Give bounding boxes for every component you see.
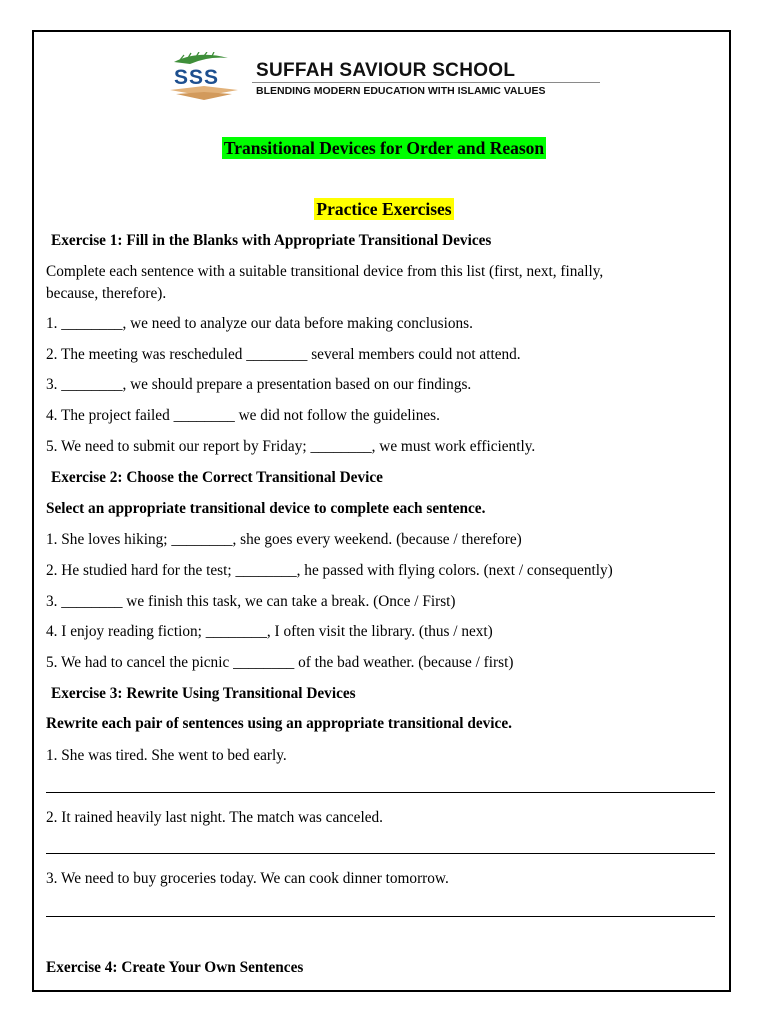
exercise-2-instruction: Select an appropriate transitional device to complete each sentence. <box>46 500 486 517</box>
school-name: SUFFAH SAVIOUR SCHOOL <box>256 60 516 81</box>
school-tagline: BLENDING MODERN EDUCATION WITH ISLAMIC VALUES <box>256 85 546 97</box>
exercise-1-item: 2. The meeting was rescheduled ________ several members could not attend. <box>46 346 521 363</box>
exercise-2-heading: Exercise 2: Choose the Correct Transitional Device <box>51 469 383 486</box>
exercise-1-instruction-cont: because, therefore). <box>46 285 167 302</box>
answer-line[interactable] <box>46 792 715 793</box>
logo-divider <box>252 82 600 83</box>
logo-initials: SSS <box>174 66 220 89</box>
exercise-1-item: 1. ________, we need to analyze our data before making conclusions. <box>46 315 473 332</box>
exercise-2-item: 1. She loves hiking; ________, she goes every weekend. (because / therefore) <box>46 531 522 548</box>
answer-line[interactable] <box>46 916 715 917</box>
worksheet-title <box>0 138 768 159</box>
exercise-2-item: 3. ________ we finish this task, we can take a break. (Once / First) <box>46 593 456 610</box>
exercise-2-item: 5. We had to cancel the picnic ________ of the bad weather. (because / first) <box>46 654 514 671</box>
school-logo <box>168 52 598 104</box>
worksheet-subtitle <box>0 199 768 220</box>
exercise-1-instruction: Complete each sentence with a suitable transitional device from this list (first, next, finally, <box>46 263 604 280</box>
exercise-2-item: 2. He studied hard for the test; ________, he passed with flying colors. (next / consequently) <box>46 562 613 579</box>
exercise-1-heading: Exercise 1: Fill in the Blanks with Appropriate Transitional Devices <box>51 232 492 249</box>
worksheet-subtitle-text: Practice Exercises <box>316 199 452 219</box>
exercise-2-item: 4. I enjoy reading fiction; ________, I often visit the library. (thus / next) <box>46 623 493 640</box>
worksheet-title-text: Transitional Devices for Order and Reason <box>223 138 545 158</box>
exercise-4-heading: Exercise 4: Create Your Own Sentences <box>46 959 304 976</box>
exercise-3-item: 2. It rained heavily last night. The match was canceled. <box>46 809 383 826</box>
exercise-3-instruction: Rewrite each pair of sentences using an appropriate transitional device. <box>46 715 512 732</box>
answer-line[interactable] <box>46 853 715 854</box>
exercise-3-heading: Exercise 3: Rewrite Using Transitional Devices <box>51 685 356 702</box>
exercise-1-item: 4. The project failed ________ we did not follow the guidelines. <box>46 407 440 424</box>
exercise-3-item: 1. She was tired. She went to bed early. <box>46 747 287 764</box>
exercise-3-item: 3. We need to buy groceries today. We can cook dinner tomorrow. <box>46 870 449 887</box>
exercise-1-item: 5. We need to submit our report by Friday; ________, we must work efficiently. <box>46 438 536 455</box>
exercise-1-item: 3. ________, we should prepare a presentation based on our findings. <box>46 376 472 393</box>
